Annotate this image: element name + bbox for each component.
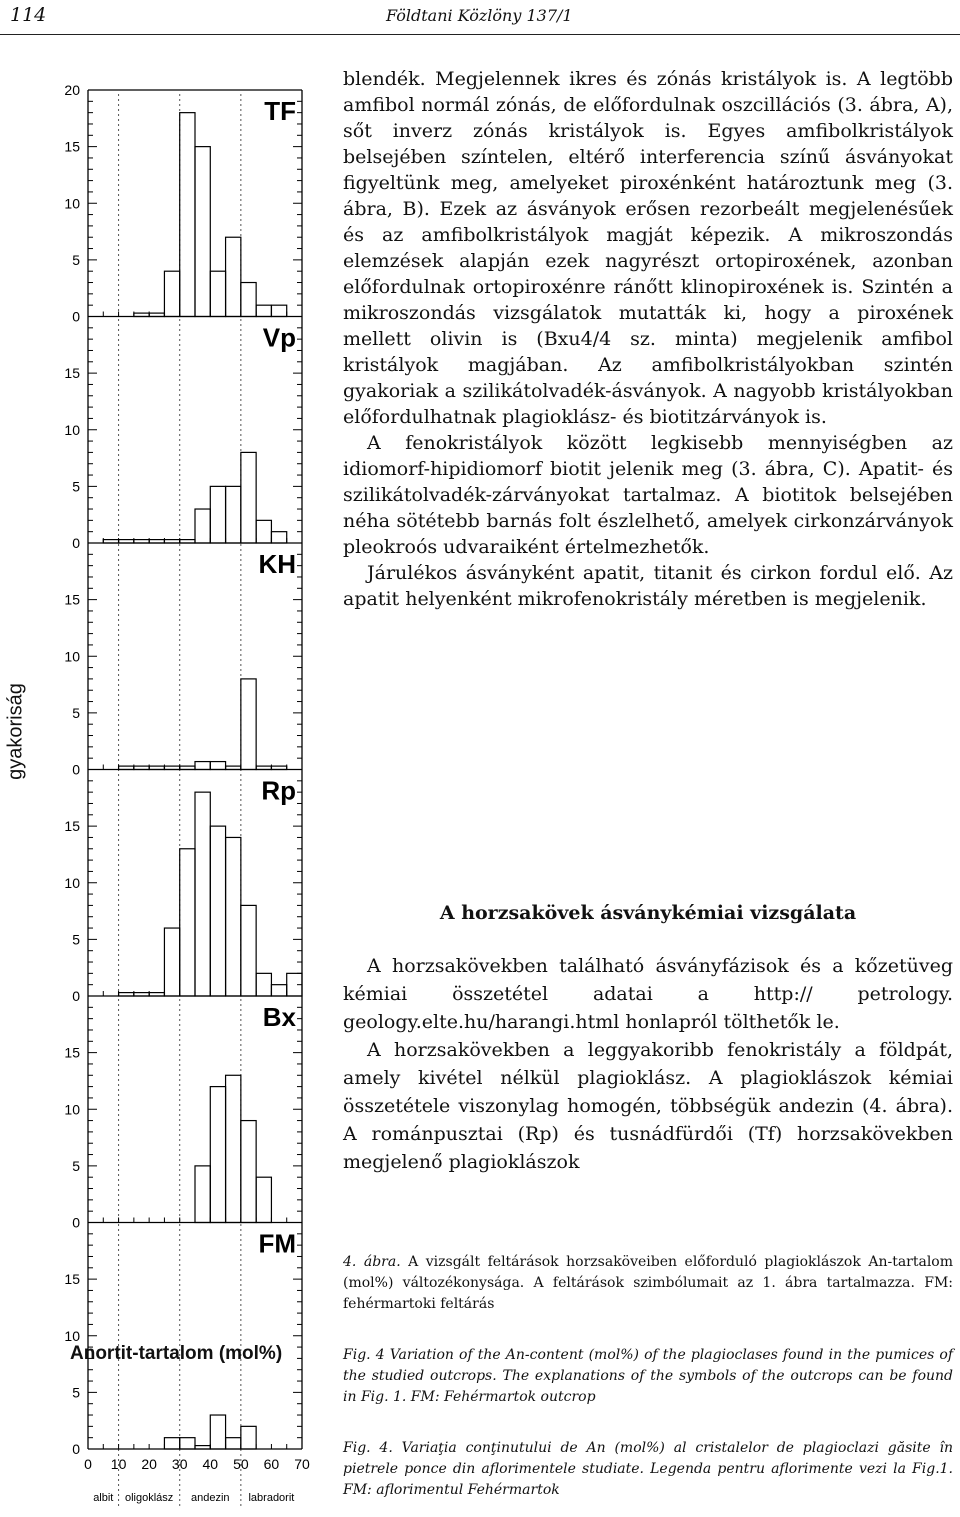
histogram-bar: [210, 826, 225, 996]
y-tick-label: 5: [72, 478, 80, 495]
histogram-bar: [180, 849, 195, 996]
section-title: A horzsakövek ásványkémiai vizsgálata: [439, 902, 857, 924]
y-tick-label: 10: [64, 1101, 80, 1118]
histogram-bar: [134, 766, 149, 769]
zone-label: albit: [93, 1492, 114, 1504]
caption-hungarian: [343, 1252, 953, 1315]
y-tick-label: 0: [72, 988, 80, 1004]
zone-label: labradorit: [248, 1492, 295, 1504]
y-tick-label: 5: [72, 931, 80, 948]
histogram-bar: [164, 271, 179, 316]
histogram-bar: [226, 1075, 241, 1222]
histogram-bar: [164, 928, 179, 996]
zone-label: oligoklász: [124, 1492, 174, 1504]
histogram-bar: [164, 1438, 179, 1449]
y-tick-label: 0: [72, 761, 80, 778]
panel-label: TF: [264, 96, 296, 126]
y-tick-label: 15: [64, 818, 80, 835]
y-tick-label: 10: [64, 1327, 80, 1344]
histogram-bar: [271, 766, 286, 769]
histogram-bar: [134, 993, 149, 996]
histogram-figure: [0, 60, 335, 1517]
y-tick-label: 0: [72, 535, 80, 551]
body-text-top: [343, 66, 953, 612]
histogram-bar: [241, 679, 256, 770]
histogram-bar: [241, 1121, 256, 1223]
histogram-bar: [226, 766, 241, 769]
histogram-bar: [210, 762, 225, 770]
histogram-bar: [271, 532, 286, 543]
histogram-bar: [164, 766, 179, 769]
histogram-bar: [241, 283, 256, 317]
histogram-bar: [149, 766, 164, 769]
x-tick-label: 30: [171, 1456, 188, 1472]
caption-label: 4. ábra.: [343, 1254, 401, 1270]
histogram-bar: [256, 973, 271, 996]
histogram-bar: [226, 1438, 241, 1449]
histogram-bar: [119, 993, 134, 996]
caption-romanian: Fig. 4. Variaţia conţinutului de An (mol%) al cristalelor de plagioclazi găsite în pietrele ponce din aflorimentele studiate. Legenda pentru aflorimente vezi la Fig.1. FM: aflorimentul Fehérmartok: [343, 1440, 953, 1498]
y-axis-label: gyakoriság: [4, 683, 27, 780]
paragraph-biotite: A fenokristályok között legkisebb mennyiségben az idiomorf-hipidiomorf biotit jelenik meg (3. ábra, C). Apatit- és szilikátolvadék-zárványokat tartalmaz. A biotitok belsejében néha sötétebb barnás folt észlelhető, amelyek cirkonzárványok pleokroós udvaraiként értelmezhetők.: [343, 432, 953, 558]
header-rule: [0, 34, 960, 35]
paragraph-accessory: Járulékos ásványként apatit, titanit és cirkon fordul elő. Az apatit helyenként mikrofenokristály méretben is megjelenik.: [343, 562, 953, 610]
histogram-bar: [241, 452, 256, 543]
paragraph-data-source: A horzsakövekben található ásványfázisok és a kőzetüveg kémiai összetétel adatai a http:// petrology. geology.elte.hu/harangi.html honlapról tölthetők le.: [343, 955, 953, 1033]
histogram-bar: [164, 540, 179, 543]
caption-english: Fig. 4 Variation of the An-content (mol%) of the plagioclases found in the pumices of the studied outcrops. The explanations of the symbols of the outcrops can be found in Fig. 1. FM: Fehérmartok outcrop: [343, 1347, 953, 1405]
y-tick-label: 20: [64, 82, 80, 98]
y-tick-label: 5: [72, 1384, 80, 1401]
panel-label: Vp: [262, 322, 296, 353]
y-tick-label: 10: [64, 874, 80, 891]
x-tick-label: 70: [294, 1456, 310, 1472]
panel-label: KH: [258, 549, 296, 579]
y-tick-label: 0: [72, 1214, 80, 1231]
y-tick-label: 0: [72, 1441, 80, 1457]
histogram-bar: [256, 305, 271, 316]
page-header: [0, 0, 960, 34]
histogram-bar: [241, 1426, 256, 1449]
panel-label: FM: [258, 1228, 296, 1259]
histogram-bar: [256, 1177, 271, 1222]
histogram-bar: [195, 762, 210, 770]
caption-hu-text: A vizsgált feltárások horzsaköveiben előforduló plagioklászok An-tartalom (mol%) változékonysága. A feltárások szimbólumait az 1. ábra tartalmazza. FM: fehérmartoki feltárás: [343, 1254, 954, 1312]
histogram-bar: [195, 1166, 210, 1223]
y-tick-label: 15: [64, 138, 80, 155]
histogram-bar: [195, 1446, 210, 1449]
histogram-svg: [0, 60, 335, 1517]
histogram-bar: [180, 1438, 195, 1449]
histogram-bar: [271, 305, 286, 316]
x-axis-label: Anortit-tartalom (mol%): [70, 1343, 283, 1364]
zone-label: andezin: [191, 1492, 230, 1504]
x-tick-label: 0: [84, 1456, 92, 1472]
y-tick-label: 15: [64, 591, 80, 608]
histogram-bar: [271, 985, 286, 996]
journal-title: Földtani Közlöny 137/1: [386, 6, 573, 25]
x-tick-label: 40: [202, 1456, 219, 1472]
y-tick-label: 15: [64, 1044, 80, 1061]
histogram-bar: [103, 540, 118, 543]
y-tick-label: 5: [72, 251, 80, 268]
panel-label: Rp: [261, 775, 296, 806]
body-text-section: [343, 952, 953, 1176]
x-tick-label: 20: [141, 1456, 157, 1472]
histogram-bar: [256, 520, 271, 543]
histogram-bar: [134, 313, 149, 316]
y-tick-label: 10: [64, 421, 80, 438]
x-tick-label: 50: [233, 1456, 249, 1472]
histogram-bar: [195, 792, 210, 996]
y-tick-label: 10: [64, 648, 80, 665]
y-tick-label: 0: [72, 308, 80, 325]
histogram-bar: [180, 540, 195, 543]
histogram-bar: [195, 509, 210, 543]
histogram-bar: [149, 993, 164, 996]
histogram-bar: [149, 540, 164, 543]
panel-label: Bx: [262, 1002, 296, 1032]
histogram-bar: [119, 540, 134, 543]
histogram-bar: [195, 147, 210, 317]
histogram-bar: [210, 271, 225, 316]
y-tick-label: 10: [64, 195, 80, 212]
histogram-bar: [210, 1087, 225, 1223]
histogram-bar: [180, 766, 195, 769]
page-number: 114: [10, 4, 47, 26]
histogram-bar: [226, 237, 241, 316]
paragraph-feldspar: A horzsakövekben a leggyakoribb fenokristály a földpát, amely kivétel nélkül plagioklász. A plagioklászok kémiai összetétele viszonylag homogén, többségük andezin (4. ábra). A románpusztai (Rp) és tusnádfürdői (Tf) horzsakövekben megjelenő plagioklászok: [343, 1039, 953, 1173]
histogram-bar: [226, 486, 241, 543]
y-tick-label: 5: [72, 704, 80, 721]
x-tick-label: 60: [263, 1456, 280, 1472]
histogram-bar: [119, 766, 134, 769]
histogram-bar: [226, 837, 241, 996]
histogram-bar: [210, 486, 225, 543]
paragraph-amphibole: blendék. Megjelennek ikres és zónás kristályok is. A legtöbb amfibol normál zónás, de előfordulnak oszcillációs (3. ábra, A), sőt inverz zónás kristályok is. Egyes amfibolkristályok belsejében színtelen, eltérő interferencia színű ásványokat figyeltünk meg, amelyeket piroxénként határoztunk meg (3. ábra, B). Ezek az ásványok erősen rezorbeált megjelenésűek és az amfibolkristályok magját képezik. A mikroszondás elemzések alapján ezek nagyrészt ortopiroxének, azonban előfordulnak ortopiroxénre ránőtt klinopiroxének is. Szintén a mikroszondás vizsgálatok mutatták ki, hogy a piroxének mellett olivin is (Bxu4/4 sz. minta) megjelenik amfibol kristályok magjában. Az amfibolkristályokban szintén gyakoriak a szilikátolvadék-ásványok. A nagyobb kristályokban előfordulhatnak plagioklász- és biotitzárványok is.: [343, 68, 953, 428]
histogram-bar: [180, 113, 195, 317]
histogram-bar: [256, 766, 271, 769]
y-tick-label: 15: [64, 1271, 80, 1288]
x-tick-label: 10: [110, 1456, 127, 1472]
y-tick-label: 15: [64, 365, 80, 382]
histogram-bar: [210, 1415, 225, 1449]
histogram-bar: [241, 905, 256, 996]
histogram-bar: [149, 313, 164, 316]
histogram-bar: [134, 540, 149, 543]
y-tick-label: 5: [72, 1157, 80, 1174]
